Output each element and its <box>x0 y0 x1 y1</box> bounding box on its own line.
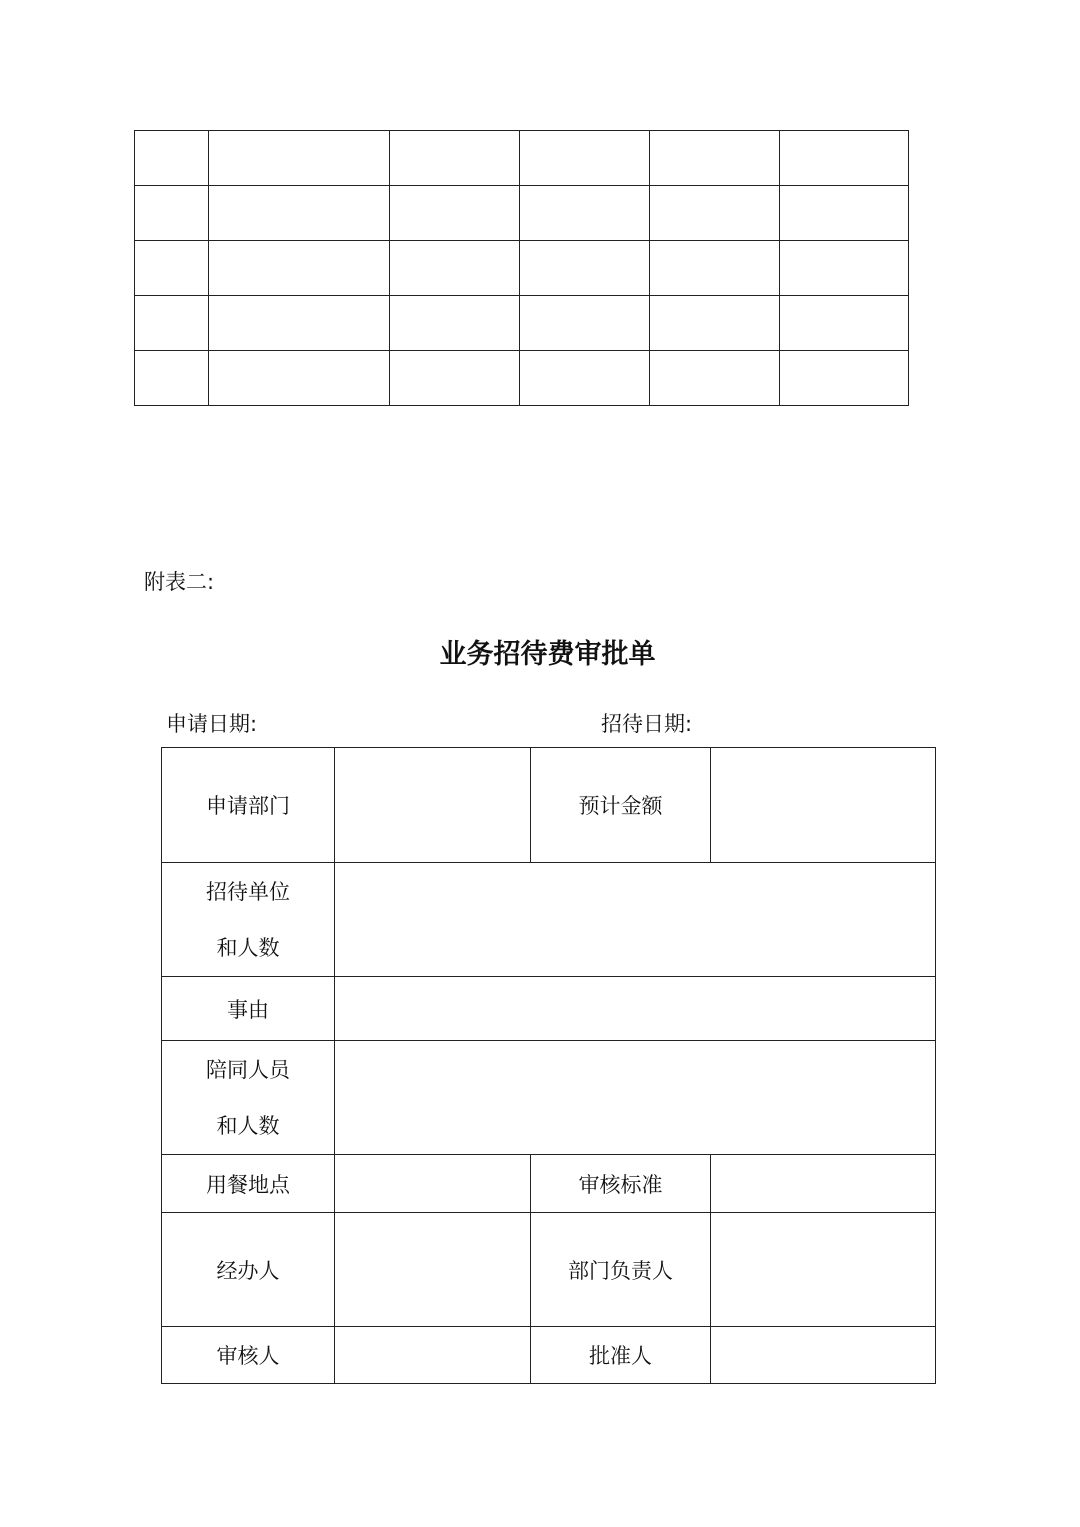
table-cell[interactable] <box>780 296 909 351</box>
table-cell[interactable] <box>135 241 209 296</box>
table-cell[interactable] <box>650 296 780 351</box>
dining-location-field[interactable] <box>335 1155 531 1213</box>
approver-field[interactable] <box>711 1327 936 1384</box>
table-cell[interactable] <box>209 296 390 351</box>
form-title: 业务招待费审批单 <box>439 639 656 670</box>
approver-label: 批准人 <box>531 1327 711 1384</box>
appendix-label: 附表二: <box>144 570 215 594</box>
table-cell[interactable] <box>650 186 780 241</box>
table-row <box>162 1213 936 1327</box>
table-row <box>135 351 909 406</box>
table-row <box>135 186 909 241</box>
table-cell[interactable] <box>135 351 209 406</box>
table-row <box>162 1041 936 1155</box>
table-cell[interactable] <box>209 241 390 296</box>
table-cell[interactable] <box>135 186 209 241</box>
table-cell[interactable] <box>780 186 909 241</box>
apply-dept-label: 申请部门 <box>162 748 335 863</box>
table-cell[interactable] <box>209 186 390 241</box>
table-cell[interactable] <box>780 241 909 296</box>
table-row <box>162 748 936 863</box>
table-row <box>162 977 936 1041</box>
estimated-amount-field[interactable] <box>711 748 936 863</box>
guest-unit-field[interactable] <box>335 863 936 977</box>
apply-date-label: 申请日期: <box>166 712 258 736</box>
table-cell[interactable] <box>520 241 650 296</box>
reason-field[interactable] <box>335 977 936 1041</box>
table-row <box>135 241 909 296</box>
table-cell[interactable] <box>390 351 520 406</box>
blank-table <box>134 130 909 406</box>
table-cell[interactable] <box>780 351 909 406</box>
companions-field[interactable] <box>335 1041 936 1155</box>
handler-field[interactable] <box>335 1213 531 1327</box>
dept-head-label: 部门负责人 <box>531 1213 711 1327</box>
guest-unit-label <box>162 863 335 977</box>
audit-standard-field[interactable] <box>711 1155 936 1213</box>
table-cell[interactable] <box>520 351 650 406</box>
table-cell[interactable] <box>520 296 650 351</box>
estimated-amount-label: 预计金额 <box>531 748 711 863</box>
companions-label-line1: 陪同人员 <box>206 1057 290 1082</box>
companions-label-line2: 和人数 <box>216 1113 280 1138</box>
table-cell[interactable] <box>650 241 780 296</box>
guest-unit-label-line1: 招待单位 <box>206 879 290 904</box>
handler-label: 经办人 <box>162 1213 335 1327</box>
table-cell[interactable] <box>520 186 650 241</box>
table-cell[interactable] <box>209 131 390 186</box>
dining-location-label: 用餐地点 <box>162 1155 335 1213</box>
table-cell[interactable] <box>135 131 209 186</box>
table-cell[interactable] <box>135 296 209 351</box>
table-cell[interactable] <box>209 351 390 406</box>
table-cell[interactable] <box>390 131 520 186</box>
table-cell[interactable] <box>650 351 780 406</box>
table-cell[interactable] <box>650 131 780 186</box>
reason-label: 事由 <box>162 977 335 1041</box>
table-cell[interactable] <box>780 131 909 186</box>
companions-label <box>162 1041 335 1155</box>
audit-standard-label: 审核标准 <box>531 1155 711 1213</box>
table-row <box>162 1327 936 1384</box>
reviewer-field[interactable] <box>335 1327 531 1384</box>
dept-head-field[interactable] <box>711 1213 936 1327</box>
guest-unit-label-line2: 和人数 <box>216 935 280 960</box>
table-row <box>135 296 909 351</box>
reception-date-label: 招待日期: <box>601 712 693 736</box>
reviewer-label: 审核人 <box>162 1327 335 1384</box>
table-row <box>162 863 936 977</box>
table-row <box>135 131 909 186</box>
apply-dept-field[interactable] <box>335 748 531 863</box>
table-cell[interactable] <box>390 186 520 241</box>
table-cell[interactable] <box>520 131 650 186</box>
table-cell[interactable] <box>390 241 520 296</box>
table-row <box>162 1155 936 1213</box>
approval-form-table <box>161 747 936 1384</box>
table-cell[interactable] <box>390 296 520 351</box>
